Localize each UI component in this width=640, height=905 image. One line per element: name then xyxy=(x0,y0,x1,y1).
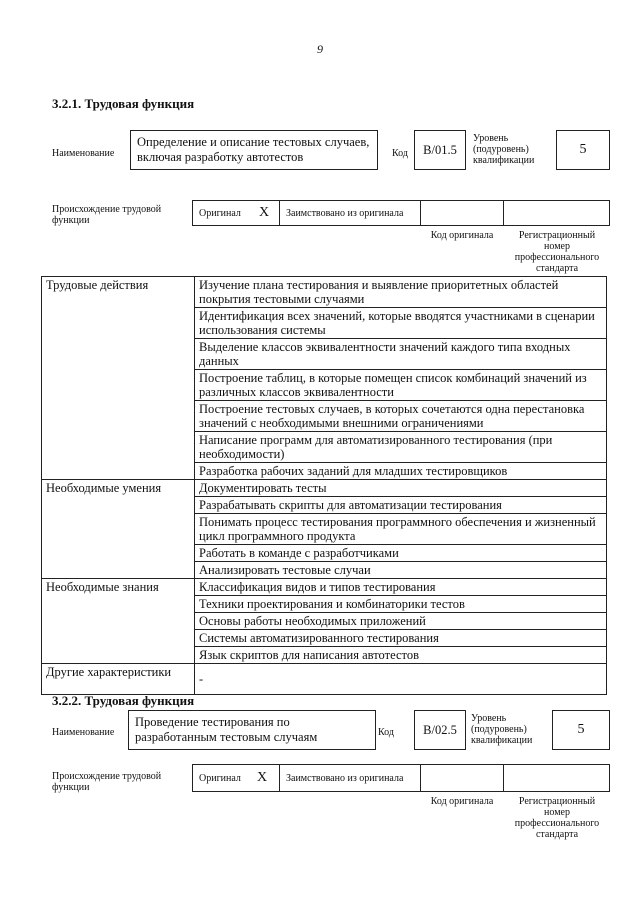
labor-action-item: Построение таблиц, в которые помещен список комбинаций значений из различных классов эквивалентности xyxy=(195,370,607,401)
code-original-cell xyxy=(420,200,504,226)
labor-action-item: Разработка рабочих заданий для младших тестировщиков xyxy=(195,463,607,480)
original-label: Оригинал xyxy=(199,208,241,219)
labor-action-item: Изучение плана тестирования и выявление приоритетных областей покрытия тестовыми случаями xyxy=(195,277,607,308)
knowledge-item: Язык скриптов для написания автотестов xyxy=(195,647,607,664)
labor-actions-label: Трудовые действия xyxy=(42,277,195,480)
table-row xyxy=(42,480,607,497)
original-label: Оригинал xyxy=(199,773,241,784)
code-label: Код xyxy=(378,727,394,738)
skill-item: Разрабатывать скрипты для автоматизации тестирования xyxy=(195,497,607,514)
name-label: Наименование xyxy=(52,727,115,738)
reg-number-cell xyxy=(503,200,610,226)
borrowed-cell: Заимствовано из оригинала xyxy=(279,200,421,226)
level-label: Уровень (подуровень) квалификации xyxy=(473,133,535,166)
knowledge-item: Основы работы необходимых приложений xyxy=(195,613,607,630)
code-label: Код xyxy=(392,148,408,159)
code-field: B/01.5 xyxy=(414,130,466,170)
section-heading: 3.2.1. Трудовая функция xyxy=(52,96,195,111)
skill-item: Работать в команде с разработчиками xyxy=(195,545,607,562)
labor-action-item: Построение тестовых случаев, в которых сочетаются одна перестановка значений с необходимыми внешними ограничениями xyxy=(195,401,607,432)
code-original-cell xyxy=(420,764,504,792)
knowledge-item: Классификация видов и типов тестирования xyxy=(195,579,607,596)
function-name-field: Проведение тестирования по разработанным тестовым случаям xyxy=(128,710,376,750)
labor-action-item: Выделение классов эквивалентности значений каждого типа входных данных xyxy=(195,339,607,370)
reg-number-cell xyxy=(503,764,610,792)
skill-item: Документировать тесты xyxy=(195,480,607,497)
table-row xyxy=(42,277,607,308)
labor-action-item: Идентификация всех значений, которые вводятся участниками в сценарии использования системы xyxy=(195,308,607,339)
origin-label: Происхождение трудовой функции xyxy=(52,771,162,793)
code-original-caption: Код оригинала xyxy=(430,230,494,241)
other-characteristics-label: Другие характеристики xyxy=(42,664,195,695)
code-field: B/02.5 xyxy=(414,710,466,750)
labor-action-item: Написание программ для автоматизированного тестирования (при необходимости) xyxy=(195,432,607,463)
original-mark: X xyxy=(257,770,268,785)
page-number: 9 xyxy=(317,42,323,56)
original-cell xyxy=(192,764,280,792)
knowledge-label: Необходимые знания xyxy=(42,579,195,664)
borrowed-cell: Заимствовано из оригинала xyxy=(279,764,421,792)
table-row xyxy=(42,579,607,596)
knowledge-item: Системы автоматизированного тестирования xyxy=(195,630,607,647)
level-label: Уровень (подуровень) квалификации xyxy=(471,713,533,746)
section-heading: 3.2.2. Трудовая функция xyxy=(52,693,195,708)
original-cell xyxy=(192,200,280,226)
reg-number-caption: Регистрационный номер профессионального стандарта xyxy=(514,230,600,274)
level-field: 5 xyxy=(552,710,610,750)
skills-label: Необходимые умения xyxy=(42,480,195,579)
original-mark: X xyxy=(259,205,270,220)
reg-number-caption: Регистрационный номер профессионального стандарта xyxy=(514,796,600,840)
skill-item: Понимать процесс тестирования программного обеспечения и жизненный цикл программного продукта xyxy=(195,514,607,545)
origin-label: Происхождение трудовой функции xyxy=(52,204,162,226)
table-row xyxy=(42,664,607,695)
code-original-caption: Код оригинала xyxy=(430,796,494,807)
other-characteristics-value: - xyxy=(195,664,607,695)
name-label: Наименование xyxy=(52,148,115,159)
function-name-field: Определение и описание тестовых случаев, включая разработку автотестов xyxy=(130,130,378,170)
knowledge-item: Техники проектирования и комбинаторики тестов xyxy=(195,596,607,613)
level-field: 5 xyxy=(556,130,610,170)
skill-item: Анализировать тестовые случаи xyxy=(195,562,607,579)
labor-function-table xyxy=(41,276,607,695)
